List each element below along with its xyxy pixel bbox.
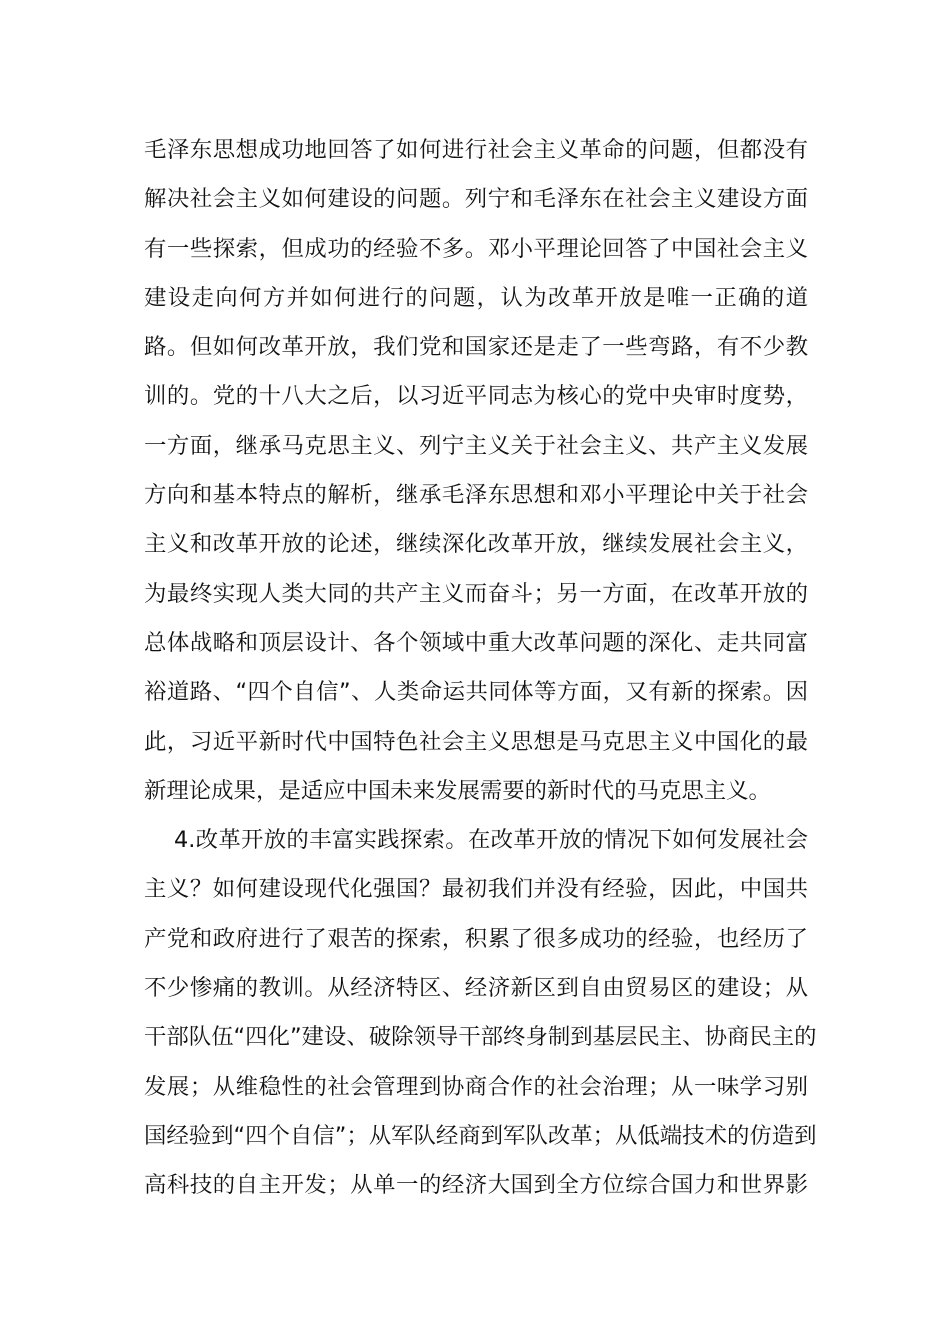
text-line: 建设走向何方并如何进行的问题，认为改革开放是唯一正确的道 xyxy=(144,284,808,311)
document-body xyxy=(144,126,817,1211)
text-line: 为最终实现人类大同的共产主义而奋斗；另一方面，在改革开放的 xyxy=(144,580,808,607)
text-line: 主义和改革开放的论述，继续深化改革开放，继续发展社会主义， xyxy=(144,531,808,558)
text-line: 不少惨痛的教训。从经济特区、经济新区到自由贸易区的建设；从 xyxy=(144,975,808,1002)
text-line: 发展；从维稳性的社会管理到协商合作的社会治理；从一味学习别 xyxy=(144,1073,808,1100)
text-line: 训的。党的十八大之后，以习近平同志为核心的党中央审时度势， xyxy=(144,383,808,410)
text-line: 裕道路、“四个自信”、人类命运共同体等方面，又有新的探索。因 xyxy=(144,679,808,706)
text-line: 解决社会主义如何建设的问题。列宁和毛泽东在社会主义建设方面 xyxy=(144,186,808,213)
text-line: 此，习近平新时代中国特色社会主义思想是马克思主义中国化的最 xyxy=(144,728,808,755)
text-line: 毛泽东思想成功地回答了如何进行社会主义革命的问题，但都没有 xyxy=(144,137,808,163)
text-line: 新理论成果，是适应中国未来发展需要的新时代的马克思主义。 xyxy=(144,777,771,804)
text-line: 主义？如何建设现代化强国？最初我们并没有经验，因此，中国共 xyxy=(144,876,808,903)
text-line: 干部队伍“四化”建设、破除领导干部终身制到基层民主、协商民主的 xyxy=(144,1024,817,1051)
section-heading-line: 4.改革开放的丰富实践探索。在改革开放的情况下如何发展社会 xyxy=(174,827,808,854)
text-line: 国经验到“四个自信”；从军队经商到军队改革；从低端技术的仿造到 xyxy=(144,1122,817,1149)
text-line: 总体战略和顶层设计、各个领域中重大改革问题的深化、走共同富 xyxy=(144,629,808,656)
text-line: 有一些探索，但成功的经验不多。邓小平理论回答了中国社会主义 xyxy=(144,235,808,262)
text-line: 高科技的自主开发；从单一的经济大国到全方位综合国力和世界影 xyxy=(144,1172,808,1199)
text-line: 产党和政府进行了艰苦的探索，积累了很多成功的经验，也经历了 xyxy=(144,925,808,952)
text-line: 一方面，继承马克思主义、列宁主义关于社会主义、共产主义发展 xyxy=(144,432,808,459)
text-line: 路。但如何改革开放，我们党和国家还是走了一些弯路，有不少教 xyxy=(144,334,808,361)
text-line: 方向和基本特点的解析，继承毛泽东思想和邓小平理论中关于社会 xyxy=(144,482,808,509)
